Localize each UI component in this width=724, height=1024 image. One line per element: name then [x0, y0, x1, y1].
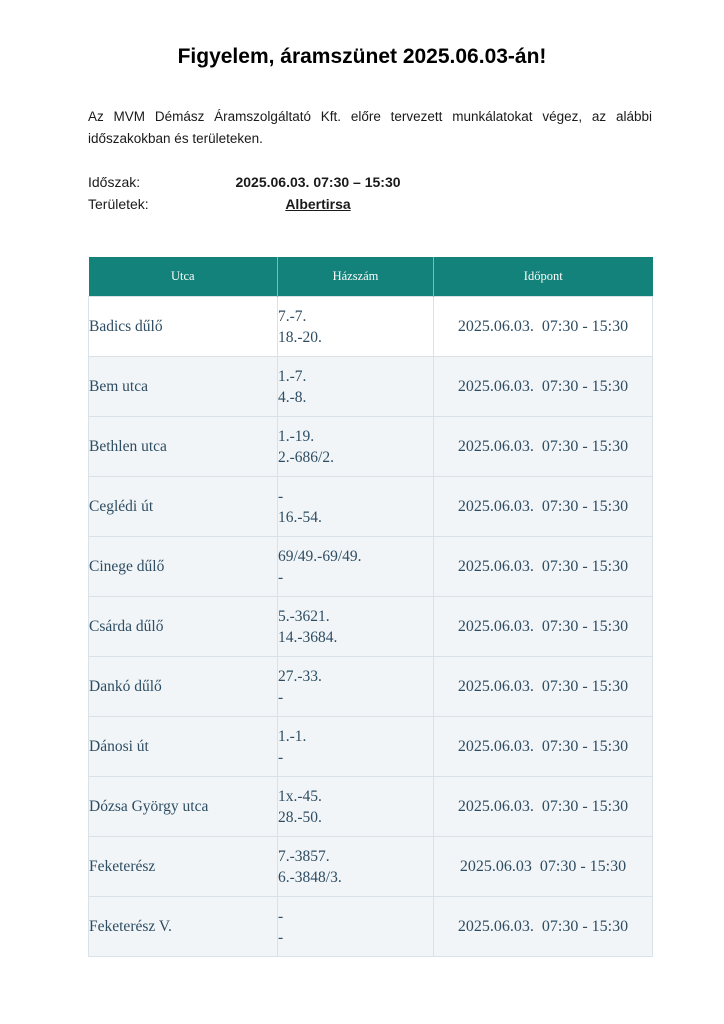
time-cell: 2025.06.03. 07:30 - 15:30 — [434, 357, 653, 417]
column-header-numbers: Házszám — [278, 257, 434, 297]
column-header-time: Időpont — [434, 257, 653, 297]
time-cell: 2025.06.03. 07:30 - 15:30 — [434, 537, 653, 597]
street-cell: Bethlen utca — [89, 417, 278, 477]
numbers-line-1: 7.-3857. — [278, 847, 330, 865]
time-cell: 2025.06.03. 07:30 - 15:30 — [434, 897, 653, 957]
time-cell: 2025.06.03 07:30 - 15:30 — [434, 837, 653, 897]
table-row — [89, 357, 653, 417]
numbers-line-1: - — [278, 907, 284, 925]
numbers-cell — [278, 837, 434, 897]
numbers-line-1: 1.-7. — [278, 367, 307, 385]
period-row — [88, 171, 724, 193]
numbers-cell — [278, 717, 434, 777]
table-row — [89, 597, 653, 657]
numbers-line-2: 14.-3684. — [278, 628, 338, 646]
numbers-line-2: 16.-54. — [278, 508, 322, 526]
street-cell: Ceglédi út — [89, 477, 278, 537]
street-cell: Badics dűlő — [89, 297, 278, 357]
numbers-line-1: 1.-19. — [278, 427, 315, 445]
time-cell: 2025.06.03. 07:30 - 15:30 — [434, 717, 653, 777]
table-header-row — [89, 257, 653, 297]
time-cell: 2025.06.03. 07:30 - 15:30 — [434, 477, 653, 537]
numbers-cell — [278, 417, 434, 477]
table-row — [89, 537, 653, 597]
numbers-line-1: 5.-3621. — [278, 607, 330, 625]
numbers-cell — [278, 357, 434, 417]
areas-label: Területek: — [88, 196, 149, 213]
numbers-cell — [278, 537, 434, 597]
table-row — [89, 717, 653, 777]
numbers-line-2: - — [278, 928, 284, 946]
time-cell: 2025.06.03. 07:30 - 15:30 — [434, 297, 653, 357]
page-title: Figyelem, áramszünet 2025.06.03-án! — [177, 45, 547, 68]
numbers-line-2: - — [278, 748, 284, 766]
street-cell: Cinege dűlő — [89, 537, 278, 597]
numbers-cell — [278, 657, 434, 717]
table-row — [89, 777, 653, 837]
numbers-line-2: 2.-686/2. — [278, 448, 334, 466]
numbers-line-1: - — [278, 487, 284, 505]
numbers-line-1: 27.-33. — [278, 667, 322, 685]
table-row — [89, 297, 653, 357]
areas-row — [88, 193, 724, 215]
time-cell: 2025.06.03. 07:30 - 15:30 — [434, 417, 653, 477]
column-header-street: Utca — [89, 257, 278, 297]
table-row — [89, 897, 653, 957]
numbers-line-1: 69/49.-69/49. — [278, 547, 362, 565]
street-cell: Bem utca — [89, 357, 278, 417]
table-row — [89, 417, 653, 477]
street-cell: Feketerész — [89, 837, 278, 897]
numbers-line-2: 6.-3848/3. — [278, 868, 342, 886]
numbers-line-1: 1.-1. — [278, 727, 307, 745]
numbers-line-2: 18.-20. — [278, 328, 322, 346]
numbers-cell — [278, 297, 434, 357]
numbers-line-2: 28.-50. — [278, 808, 322, 826]
numbers-line-1: 1x.-45. — [278, 787, 322, 805]
numbers-cell — [278, 597, 434, 657]
numbers-line-1: 7.-7. — [278, 307, 307, 325]
info-block — [88, 171, 724, 215]
table-row — [89, 657, 653, 717]
intro-paragraph: Az MVM Démász Áramszolgáltató Kft. előre tervezett munkálatokat végez, az alábbi időszakokban és területeken. — [88, 109, 652, 146]
numbers-cell — [278, 897, 434, 957]
street-cell: Feketerész V. — [89, 897, 278, 957]
time-cell: 2025.06.03. 07:30 - 15:30 — [434, 597, 653, 657]
period-value: 2025.06.03. 07:30 – 15:30 — [235, 174, 401, 191]
numbers-cell — [278, 777, 434, 837]
table-row — [89, 477, 653, 537]
period-label: Időszak: — [88, 174, 141, 191]
street-cell: Dózsa György utca — [89, 777, 278, 837]
time-cell: 2025.06.03. 07:30 - 15:30 — [434, 657, 653, 717]
numbers-line-2: 4.-8. — [278, 388, 307, 406]
time-cell: 2025.06.03. 07:30 - 15:30 — [434, 777, 653, 837]
table-row — [89, 837, 653, 897]
outage-table — [88, 257, 653, 957]
street-cell: Dankó dűlő — [89, 657, 278, 717]
areas-value: Albertirsa — [285, 196, 351, 213]
numbers-line-2: - — [278, 688, 284, 706]
street-cell: Dánosi út — [89, 717, 278, 777]
numbers-line-2: - — [278, 568, 284, 586]
numbers-cell — [278, 477, 434, 537]
street-cell: Csárda dűlő — [89, 597, 278, 657]
